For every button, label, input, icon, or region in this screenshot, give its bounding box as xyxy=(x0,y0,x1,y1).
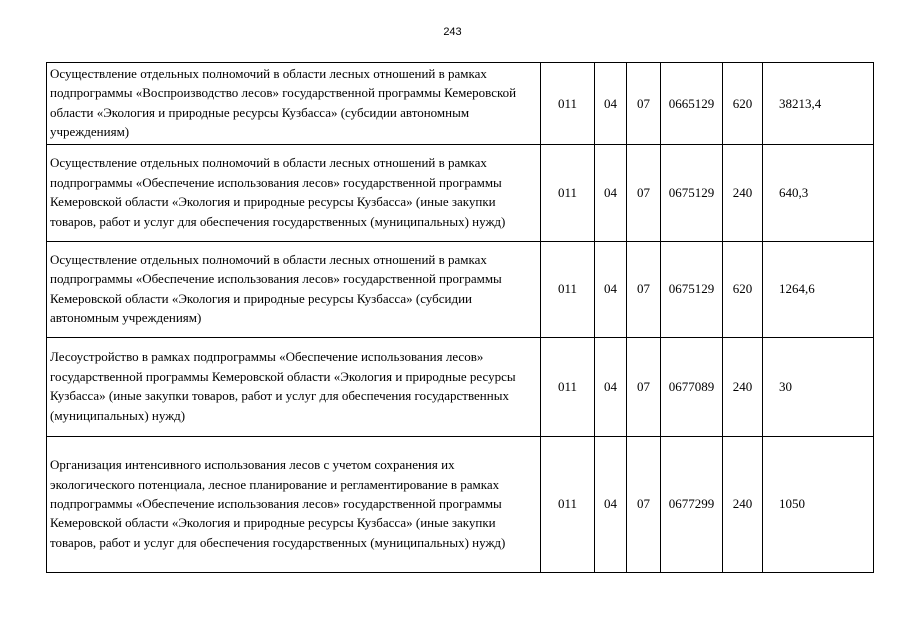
amount-value: 1264,6 xyxy=(763,241,874,337)
target-article-code: 0675129 xyxy=(661,241,723,337)
target-article-code: 0677089 xyxy=(661,337,723,436)
expense-type-code: 620 xyxy=(723,241,763,337)
amount-value: 1050 xyxy=(763,436,874,572)
expense-type-code: 620 xyxy=(723,63,763,145)
ministry-code: 011 xyxy=(541,63,595,145)
ministry-code: 011 xyxy=(541,144,595,241)
expense-type-code: 240 xyxy=(723,436,763,572)
target-article-code: 0675129 xyxy=(661,144,723,241)
ministry-code: 011 xyxy=(541,337,595,436)
section-code: 04 xyxy=(595,144,627,241)
section-code: 04 xyxy=(595,436,627,572)
subsection-code: 07 xyxy=(627,63,661,145)
row-description: Лесоустройство в рамках подпрограммы «Обеспечение использования лесов» государственной программы Кемеровской области «Экология и природные ресурсы Кузбасса» (иные закупки товаров, работ и услуг для обеспечения государственных (муниципальных) нужд) xyxy=(47,337,541,436)
table-row xyxy=(47,436,874,572)
table-row xyxy=(47,337,874,436)
subsection-code: 07 xyxy=(627,337,661,436)
subsection-code: 07 xyxy=(627,436,661,572)
amount-value: 38213,4 xyxy=(763,63,874,145)
page-number: 243 xyxy=(443,26,462,38)
row-description: Организация интенсивного использования лесов с учетом сохранения их экологического потенциала, лесное планирование и регламентирование в рамках подпрограммы «Обеспечение использования лесов» государственной программы Кемеровской области «Экология и природные ресурсы Кузбасса» (иные закупки товаров, работ и услуг для обеспечения государственных (муниципальных) нужд) xyxy=(47,436,541,572)
row-description: Осуществление отдельных полномочий в области лесных отношений в рамках подпрограммы «Обеспечение использования лесов» государственной программы Кемеровской области «Экология и природные ресурсы Кузбасса» (субсидии автономным учреждениям) xyxy=(47,241,541,337)
target-article-code: 0677299 xyxy=(661,436,723,572)
section-code: 04 xyxy=(595,241,627,337)
ministry-code: 011 xyxy=(541,436,595,572)
table-row xyxy=(47,241,874,337)
expense-type-code: 240 xyxy=(723,337,763,436)
subsection-code: 07 xyxy=(627,144,661,241)
amount-value: 640,3 xyxy=(763,144,874,241)
section-code: 04 xyxy=(595,337,627,436)
amount-value: 30 xyxy=(763,337,874,436)
expense-type-code: 240 xyxy=(723,144,763,241)
table-row xyxy=(47,144,874,241)
row-description: Осуществление отдельных полномочий в области лесных отношений в рамках подпрограммы «Обеспечение использования лесов» государственной программы Кемеровской области «Экология и природные ресурсы Кузбасса» (иные закупки товаров, работ и услуг для обеспечения государственных (муниципальных) нужд) xyxy=(47,144,541,241)
table-row xyxy=(47,63,874,145)
section-code: 04 xyxy=(595,63,627,145)
budget-table xyxy=(46,62,874,573)
ministry-code: 011 xyxy=(541,241,595,337)
subsection-code: 07 xyxy=(627,241,661,337)
target-article-code: 0665129 xyxy=(661,63,723,145)
row-description: Осуществление отдельных полномочий в области лесных отношений в рамках подпрограммы «Воспроизводство лесов» государственной программы Кемеровской области «Экология и природные ресурсы Кузбасса» (субсидии автономным учреждениям) xyxy=(47,63,541,145)
